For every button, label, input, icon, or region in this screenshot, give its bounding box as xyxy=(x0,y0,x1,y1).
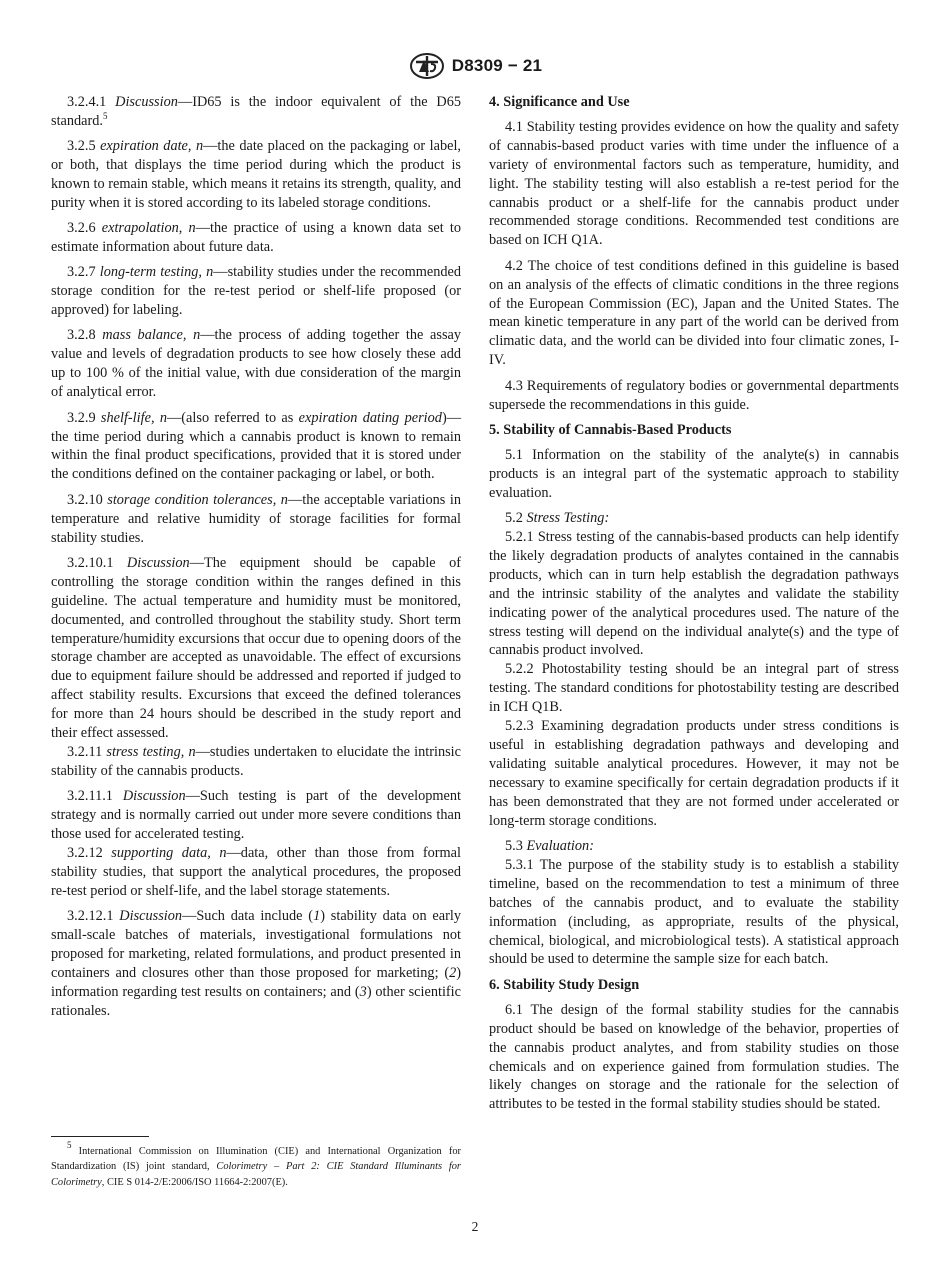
paragraph-5-2-2: 5.2.2 Photostability testing should be an integral part of stress testing. The standard conditions for photostability testing are described in ICH Q1B. xyxy=(489,661,899,716)
paragraph-4-3: 4.3 Requirements of regulatory bodies or governmental departments supersede the recommendations in this guide. xyxy=(489,377,899,413)
definition-3-2-6: 3.2.6 extrapolation, n—the practice of using a known data set to estimate information about future data. xyxy=(51,219,462,255)
definition-3-2-4-1: 3.2.4.1 Discussion—ID65 is the indoor equivalent of the D65 standard.$^5$ xyxy=(51,94,461,129)
astm-logo-icon xyxy=(408,52,446,80)
paragraph-5-3: 5.3 Evaluation: xyxy=(505,838,594,855)
paragraph-5-2-3: 5.2.3 Examining degradation products under stress conditions is useful in establishing degradation pathways and developing and validating suitable analytical procedures. However, it may not be necessary to examine specifically for certain degradation products if it has been demonstrated that they are not formed under accelerated or long-term storage conditions. xyxy=(489,718,899,829)
definition-3-2-8: 3.2.8 mass balance, n—the process of adding together the assay value and levels of degradation products to see how closely these add up to 100 % of the initial value, with due consideration of the margin of analytical error. xyxy=(51,327,462,401)
paragraph-5-2-1: 5.2.1 Stress testing of the cannabis-based products can help identify the likely degradation products of analytes contained in the cannabis products, which can in turn help establish the degradation pathways and the intrinsic stability of the analytes and validate the stability indicating power of the analytical procedures used. The nature of the stress testing will depend on the individual analyte(s) and the type of cannabis product involved. xyxy=(489,529,899,659)
paragraph-5-2: 5.2 Stress Testing: xyxy=(505,510,610,527)
paragraph-4-2: 4.2 The choice of test conditions defined in this guideline is based on an analysis of the effects of climatic conditions in the three regions of the European Commission (EC), Japan and the United States. The mean kinetic temperature in any part of the world can be derived from climatic data, and the world can be divided into four climatic zones, I-IV. xyxy=(489,257,899,369)
paragraph-6-1: 6.1 The design of the formal stability studies for the cannabis product should be based on knowledge of the behavior, properties of the cannabis product analytes, and from stability studies on those chemicals and on experience gained from formulation studies. The likely changes on storage and the rationale for the selection of attributes to be tested in the formal stability studies should be stated. xyxy=(489,1001,899,1113)
left-column xyxy=(51,93,461,1027)
section-heading-5: 5. Stability of Cannabis-Based Products xyxy=(489,422,732,438)
footnote: $^5$ International Commission on Illumination (CIE) and International Organization for Standardization (IS) joint standard, Colorimetry – Part 2: CIE Standard Illuminants for Colorimetry, CIE S 014-2/E:2006/ISO 11664-2:2007(E). xyxy=(51,1140,461,1188)
right-column xyxy=(489,93,899,1121)
definition-3-2-12: 3.2.12 supporting data, n—data, other than those from formal stability studies, that support the analytical procedures, the proposed re-test period or shelf-life, and the label storage statements. xyxy=(51,845,461,899)
paragraph-5-3-1: 5.3.1 The purpose of the stability study is to establish a stability timeline, based on the recommendation to test a minimum of three batches of the cannabis product, and to evaluate the stability information (including, as appropriate, results of the physical, chemical, biological, and microbiological tests). A statistical approach should be used to determine the sample size for each batch. xyxy=(489,856,899,968)
footnote-divider xyxy=(51,1136,149,1137)
paragraph-4-1: 4.1 Stability testing provides evidence on how the quality and safety of cannabis-based product varies with time under the influence of a variety of environmental factors such as temperature, humidity, and light. The stability testing will also establish a re-test period for the cannabis product or a shelf-life for the cannabis product under recommended storage conditions. Recommended test conditions are based on ICH Q1A. xyxy=(489,118,899,249)
page-number: 2 xyxy=(471,1219,479,1234)
definition-3-2-7: 3.2.7 long-term testing, n—stability studies under the recommended storage condition for the re-test period or shelf-life proposed (or approved) for labeling. xyxy=(51,264,461,319)
footnote-ref[interactable]: 5 xyxy=(103,110,108,121)
document-id: D8309 − 21 xyxy=(451,56,543,75)
definition-3-2-10: 3.2.10 storage condition tolerances, n—the acceptable variations in temperature and relative humidity of storage facilities for formal stability studies. xyxy=(51,491,461,546)
section-heading-4: 4. Significance and Use xyxy=(489,94,630,110)
section-heading-6: 6. Stability Study Design xyxy=(489,976,640,993)
definition-3-2-11-1: 3.2.11.1 Discussion—Such testing is part of the development strategy and is normally carried out under more severe conditions than those used for accelerated testing. xyxy=(51,788,461,843)
definition-3-2-9: 3.2.9 shelf-life, n—(also referred to as expiration dating period)—the time period during which a cannabis product is known to remain within the final product specifications, provided that it is stored under the conditions defined on the container packaging or label, or both. xyxy=(51,409,461,483)
definition-3-2-11: 3.2.11 stress testing, n—studies undertaken to elucidate the intrinsic stability of the cannabis products. xyxy=(51,744,461,779)
paragraph-5-1: 5.1 Information on the stability of the analyte(s) in cannabis products is an integral part of the systematic approach to stability evaluation. xyxy=(489,446,899,501)
definition-3-2-12-1: 3.2.12.1 Discussion—Such data include (1) stability data on early small-scale batches of materials, investigational formulations not proposed for marketing, related formulations, and product presented in containers and closures other than those proposed for marketing; (2) information regarding test results on containers; and (3) other scientific rationales. xyxy=(51,908,461,1019)
definition-3-2-10-1: 3.2.10.1 Discussion—The equipment should be capable of controlling the storage condition within the ranges defined in this guideline. The actual temperature and humidity must be monitored, documented, and controlled throughout the stability study. Short term temperature/humidity excursions that occur due to opening doors of the storage chamber are accepted as unavoidable. The effect of excursions due to equipment failure should be addressed and reported if judged to affect stability results. Excursions that exceed the defined tolerances for more than 24 hours should be described in the study report and their effect assessed. xyxy=(51,554,461,742)
page-header xyxy=(0,52,950,80)
definition-3-2-5: 3.2.5 expiration date, n—the date placed on the packaging or label, or both, that displays the time period during which the product is known to remain stable, which means it retains its strength, quality, and purity when it is stored according to its labeled storage conditions. xyxy=(51,138,461,212)
